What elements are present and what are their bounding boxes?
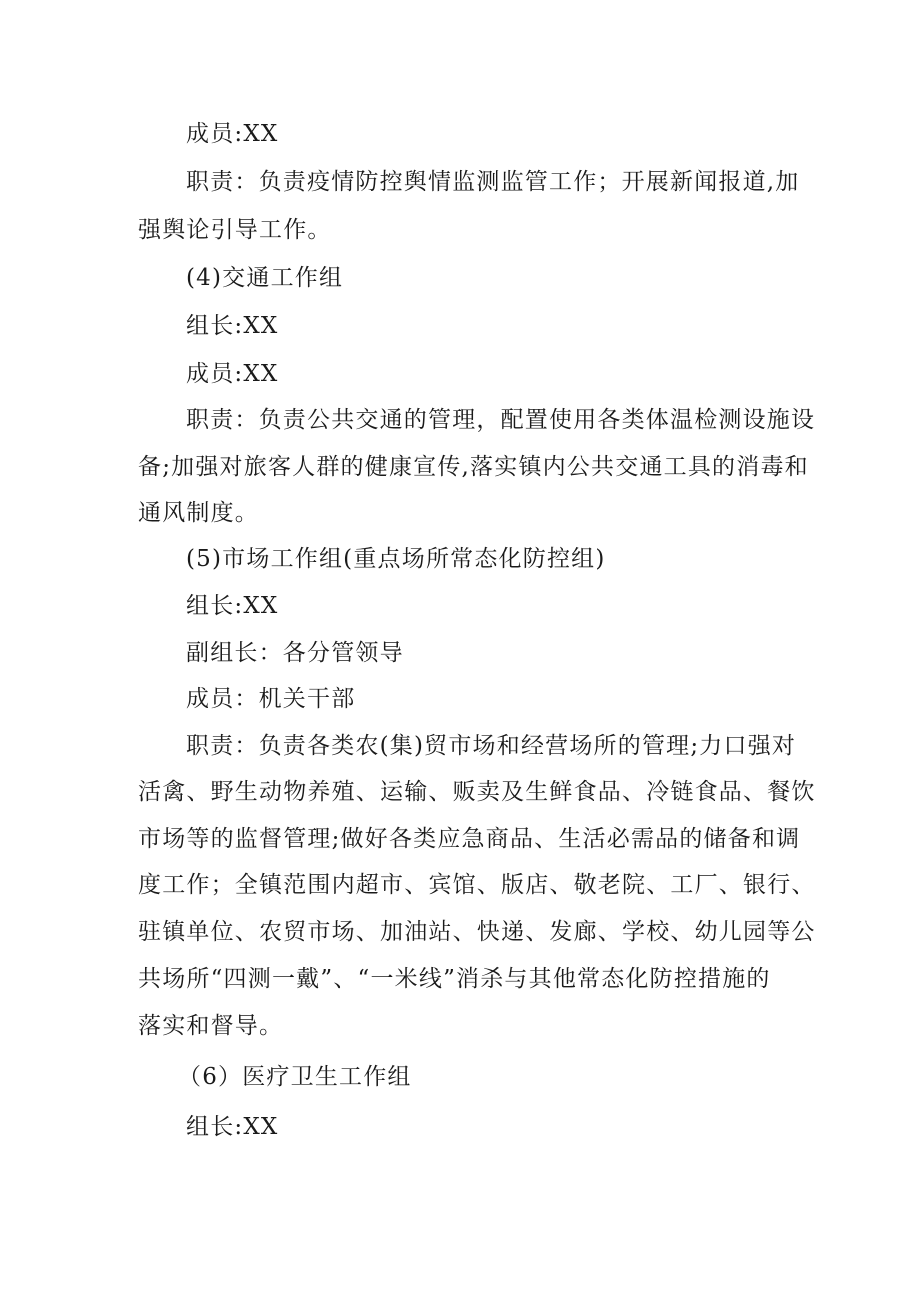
duty-line-5g: 落实和督导。 xyxy=(138,1013,284,1039)
duty-line-4a: 职责：负责公共交通的管理，配置使用各类体温检测设施设 xyxy=(186,407,816,433)
duty-line-5c: 市场等的监督管理;做好各类应急商品、生活必需品的储备和调 xyxy=(138,826,801,852)
duty-line-4c: 通风制度。 xyxy=(138,500,259,526)
leader-line-4: 组长:XX xyxy=(186,313,279,339)
duty-line-3b: 强舆论引导工作。 xyxy=(138,217,332,243)
duty-line-5a: 职责：负责各类农(集)贸市场和经营场所的管理;力口强对 xyxy=(186,733,797,759)
members-line-5: 成员：机关干部 xyxy=(186,686,356,712)
members-line-4: 成员:XX xyxy=(186,361,279,387)
duty-line-3a: 职责：负责疫情防控舆情监测监管工作；开展新闻报道,加 xyxy=(186,169,800,195)
section-heading-6: （6）医疗卫生工作组 xyxy=(178,1064,412,1090)
deputy-leader-line-5: 副组长：各分管领导 xyxy=(186,640,404,666)
leader-line-6: 组长:XX xyxy=(186,1114,279,1140)
duty-line-5b: 活禽、野生动物养殖、运输、贩卖及生鲜食品、冷链食品、餐饮 xyxy=(138,779,816,805)
leader-line-5: 组长:XX xyxy=(186,593,279,619)
section-heading-5: (5)市场工作组(重点场所常态化防控组) xyxy=(186,546,606,572)
section-heading-4: (4)交通工作组 xyxy=(186,265,344,291)
members-line-3: 成员:XX xyxy=(186,121,279,147)
duty-line-5d: 度工作；全镇范围内超市、宾馆、版店、敬老院、工厂、银行、 xyxy=(138,872,816,898)
duty-line-5f: 共场所“四测一戴”、“一米线”消杀与其他常态化防控措施的 xyxy=(138,966,771,992)
duty-line-4b: 备;加强对旅客人群的健康宣传,落实镇内公共交通工具的消毒和 xyxy=(138,454,809,480)
duty-line-5e: 驻镇单位、农贸市场、加油站、快递、发廊、学校、幼儿园等公 xyxy=(138,919,816,945)
